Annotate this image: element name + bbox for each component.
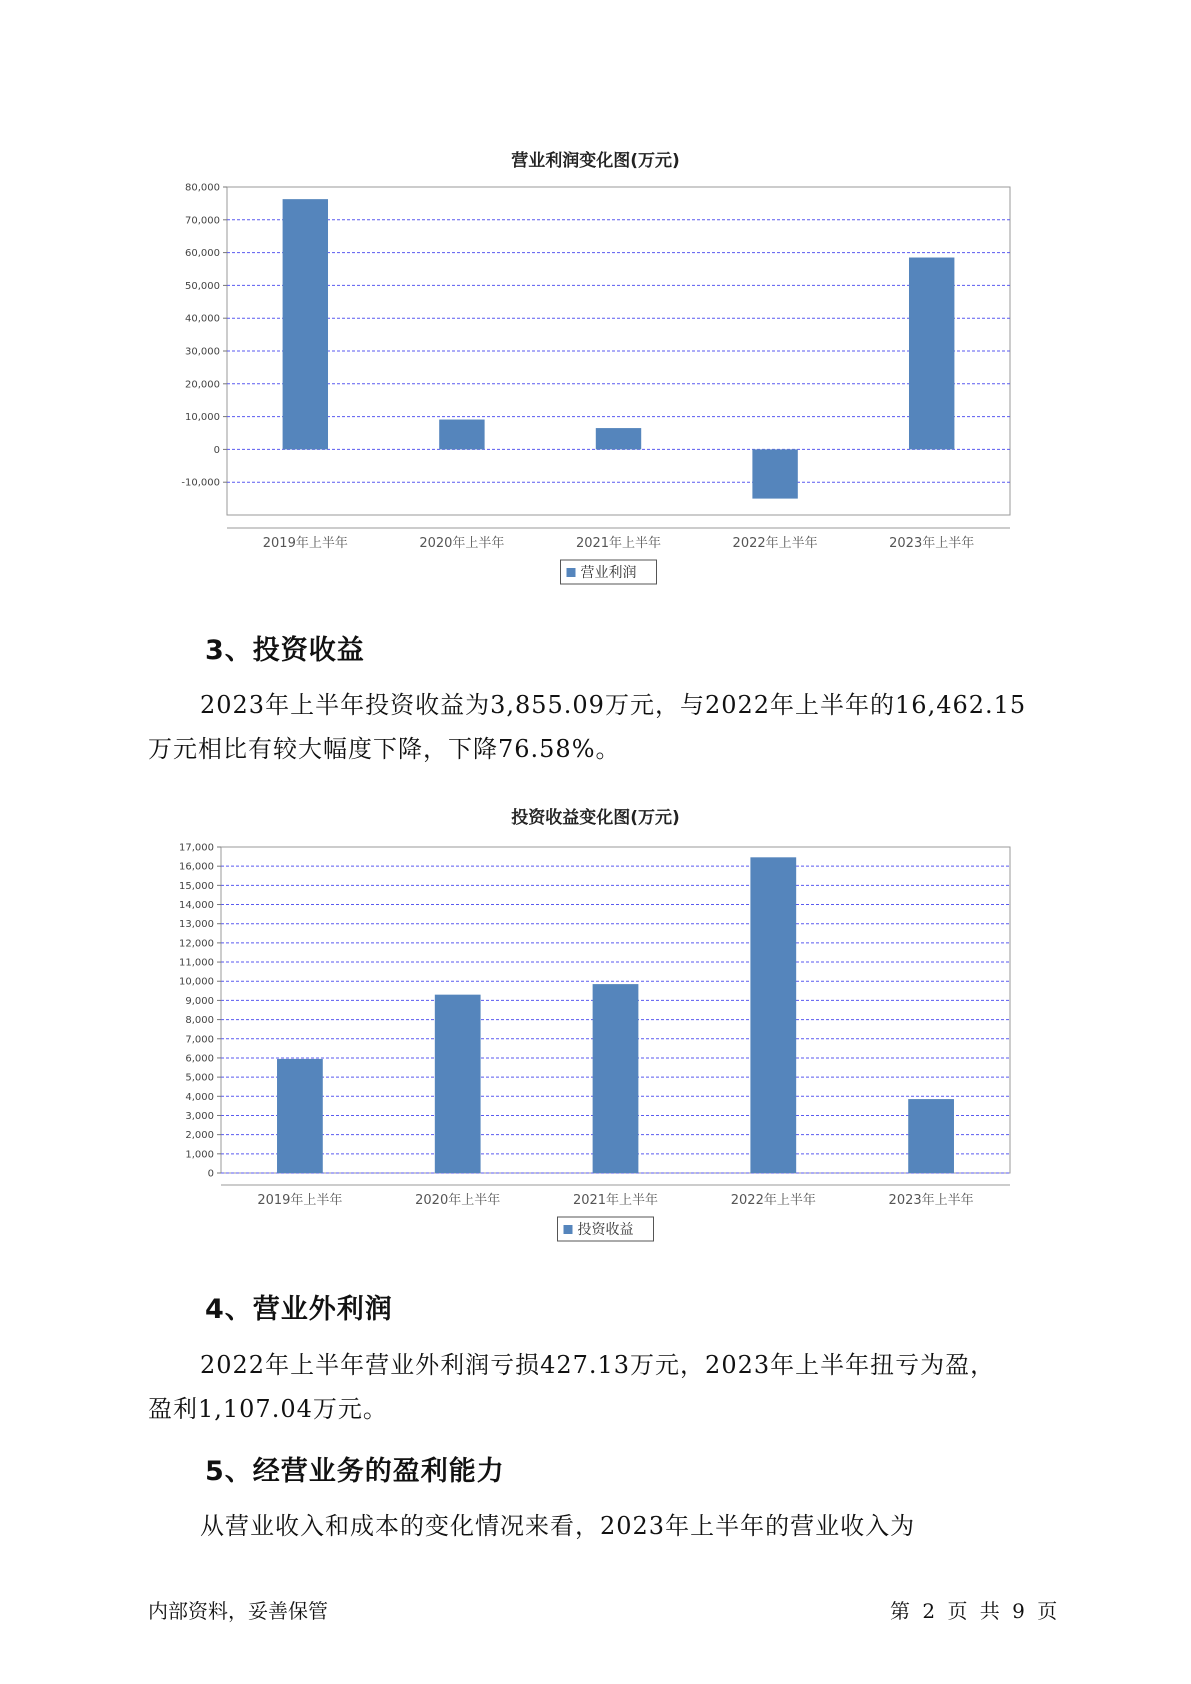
legend-label: 营业利润 — [580, 565, 637, 581]
bar — [909, 258, 954, 450]
y-tick-label: 17,000 — [179, 842, 214, 854]
section-5-heading: 5、经营业务的盈利能力 — [205, 1456, 505, 1487]
section-5-paragraph — [148, 1504, 1058, 1548]
section-3-line-1: 2023年上半年投资收益为3,855.09万元，与2022年上半年的16,462.15 — [200, 691, 1027, 719]
y-tick-label: 0 — [213, 444, 220, 456]
legend-swatch — [564, 1225, 573, 1234]
y-tick-label: 10,000 — [179, 976, 214, 988]
y-tick-label: 40,000 — [185, 313, 220, 325]
y-tick-label: 70,000 — [185, 215, 220, 227]
y-tick-label: 60,000 — [185, 248, 220, 260]
section-4-line-1: 2022年上半年营业外利润亏损427.13万元，2023年上半年扭亏为盈， — [200, 1351, 996, 1379]
y-tick-label: 15,000 — [179, 880, 214, 892]
chart2-title: 投资收益变化图(万元) — [511, 808, 680, 828]
section-3-line-2: 万元相比有较大幅度下降，下降76.58%。 — [148, 735, 621, 763]
x-tick-label: 2023年上半年 — [889, 536, 975, 551]
x-tick-label: 2022年上半年 — [730, 1193, 816, 1208]
x-tick-label: 2021年上半年 — [575, 536, 662, 551]
bar — [752, 449, 797, 498]
y-tick-label: 16,000 — [179, 861, 214, 873]
y-tick-label: 3,000 — [185, 1110, 214, 1122]
y-tick-label: 20,000 — [185, 379, 220, 391]
y-tick-label: 4,000 — [185, 1091, 214, 1103]
y-tick-label: 80,000 — [185, 182, 220, 194]
y-tick-label: 2,000 — [185, 1130, 214, 1142]
y-tick-label: 14,000 — [179, 900, 214, 912]
y-tick-label: 7,000 — [185, 1034, 214, 1046]
x-tick-label: 2019年上半年 — [257, 1193, 343, 1208]
y-tick-label: 13,000 — [179, 919, 214, 931]
footer-page-number: 第 2 页 共 9 页 — [890, 1599, 1058, 1623]
section-4-heading: 4、营业外利润 — [205, 1294, 393, 1325]
y-tick-label: 9,000 — [185, 995, 214, 1007]
y-tick-label: 6,000 — [185, 1053, 214, 1065]
x-tick-label: 2021年上半年 — [572, 1193, 659, 1208]
y-tick-label: 11,000 — [179, 957, 214, 969]
bar — [750, 857, 796, 1173]
bar — [908, 1099, 954, 1173]
section-4-paragraph — [148, 1343, 1058, 1431]
y-tick-label: 8,000 — [185, 1015, 214, 1027]
section-4-line-2: 盈利1,107.04万元。 — [148, 1395, 388, 1423]
section-5-line-1: 从营业收入和成本的变化情况来看，2023年上半年的营业收入为 — [200, 1512, 916, 1540]
bar — [283, 199, 328, 449]
x-tick-label: 2020年上半年 — [419, 536, 505, 551]
y-tick-label: 10,000 — [185, 412, 220, 424]
x-tick-label: 2022年上半年 — [732, 536, 818, 551]
x-tick-label: 2019年上半年 — [262, 536, 348, 551]
legend-swatch — [567, 568, 576, 577]
y-tick-label: 50,000 — [185, 280, 220, 292]
section-3-paragraph — [148, 683, 1058, 771]
y-tick-label: 1,000 — [185, 1149, 214, 1161]
y-tick-label: 30,000 — [185, 346, 220, 358]
bar — [277, 1059, 323, 1173]
legend-label: 投资收益 — [577, 1222, 634, 1238]
x-tick-label: 2023年上半年 — [888, 1193, 974, 1208]
y-tick-label: 5,000 — [185, 1072, 214, 1084]
y-tick-label: -10,000 — [181, 477, 220, 489]
footer-confidential-note: 内部资料，妥善保管 — [148, 1599, 328, 1623]
operating-profit-chart — [0, 165, 1191, 595]
x-tick-label: 2020年上半年 — [415, 1193, 501, 1208]
section-3-heading: 3、投资收益 — [205, 635, 365, 666]
bar — [593, 984, 639, 1173]
bar — [435, 995, 481, 1173]
bar — [596, 428, 641, 449]
bar — [439, 420, 484, 450]
investment-income-chart — [0, 822, 1191, 1252]
y-tick-label: 12,000 — [179, 938, 214, 950]
chart1-title: 营业利润变化图(万元) — [511, 151, 680, 171]
y-tick-label: 0 — [207, 1168, 214, 1180]
